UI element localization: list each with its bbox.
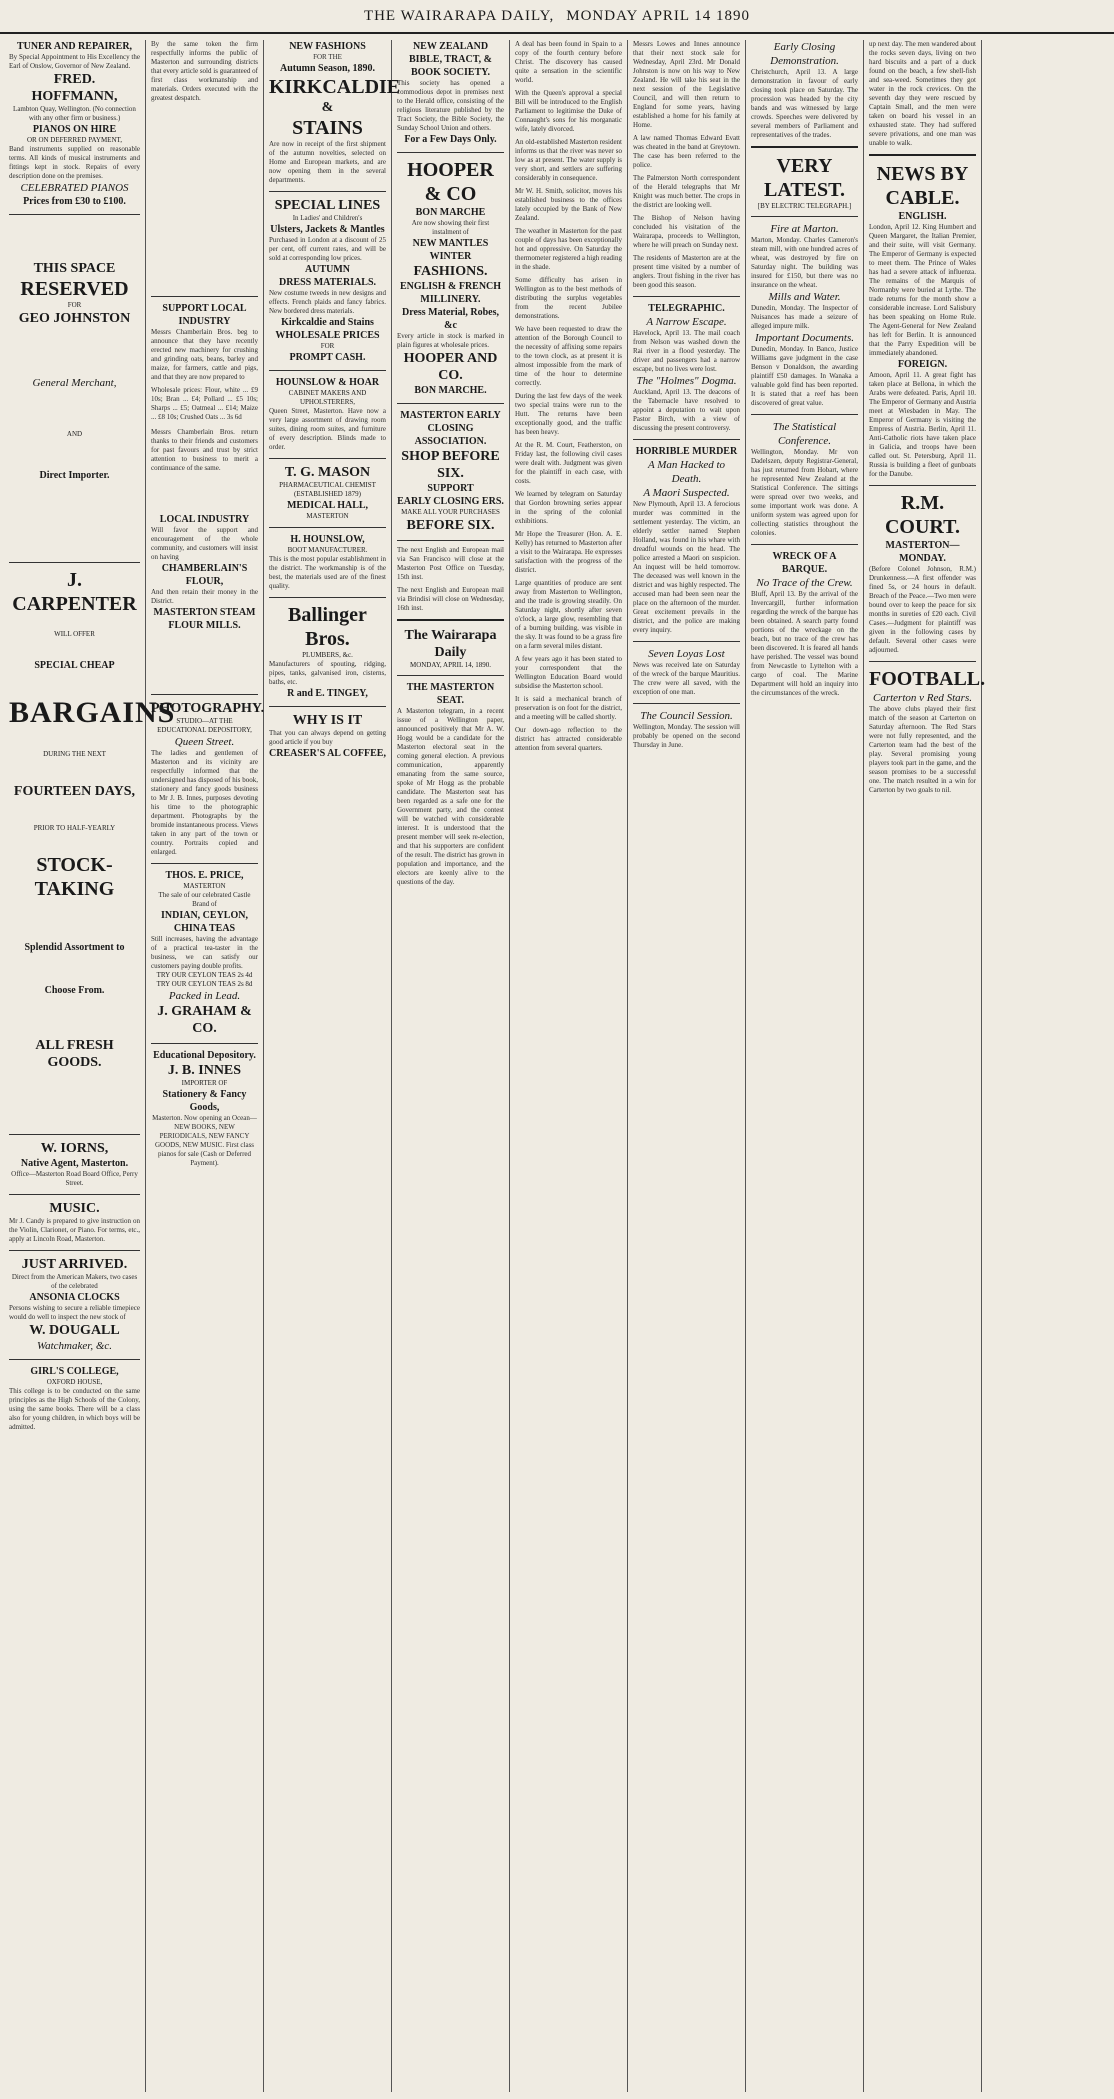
just-arrived: JUST ARRIVED.: [21, 1257, 128, 1272]
stationery-goods: Stationery & Fancy Goods,: [162, 1089, 247, 1113]
mason-title: PHARMACEUTICAL CHEMIST: [279, 481, 376, 489]
splendid-assortment: Splendid Assortment to: [24, 942, 125, 953]
bon-marche-2: BON MARCHE.: [414, 385, 487, 396]
few-days-sale: For a Few Days Only.: [404, 134, 497, 145]
packed-in-lead: Packed in Lead.: [168, 990, 241, 1002]
newspaper-page: [4, 40, 1110, 2092]
holmes-dogma: The "Holmes" Dogma.: [636, 375, 737, 387]
winter-label: WINTER: [429, 251, 472, 262]
rm-court-date: MASTERTON—MONDAY.: [885, 540, 960, 564]
price-location: MASTERTON: [183, 882, 226, 890]
prompt-cash: PROMPT CASH.: [289, 352, 366, 363]
football-heading: FOOTBALL.: [869, 668, 986, 690]
shop-before-six: SHOP BEFORE SIX.: [401, 449, 500, 481]
english-french-millinery: ENGLISH & FRENCH MILLINERY.: [399, 281, 502, 305]
autumn-label: AUTUMN: [305, 264, 350, 275]
narrow-escape: A Narrow Escape.: [646, 316, 727, 328]
indian-ceylon: INDIAN, CEYLON,: [161, 910, 248, 921]
music-heading: MUSIC.: [49, 1201, 100, 1216]
fourteen-days: FOURTEEN DAYS,: [13, 784, 136, 799]
mills-water: Mills and Water.: [768, 291, 841, 303]
dougall-name: W. DOUGALL: [29, 1323, 120, 1338]
prior-to: PRIOR TO HALF-YEARLY: [33, 824, 116, 832]
early-closing-demo: Early Closing Demonstration.: [770, 41, 839, 67]
space-line-4: GEO JOHNSTON: [18, 311, 131, 326]
and-text: AND: [66, 430, 83, 438]
new-fashions: NEW FASHIONS: [289, 41, 366, 52]
statistical-conference: The Statistical Conference.: [772, 421, 837, 447]
man-hacked: A Man Hacked to Death.: [647, 459, 726, 485]
column-7: Early Closing Demonstration. Christchurch, April 13. A large demonstration in favour of early closing took place on Saturday. The procession was headed by the city bands and was witnessed by large crowds. Speeches were delivered by several members of Parliament and representatives of the trades. VERY LATEST. [BY ELECTRIC TELEGRAPH.] Fire at Marton. Marton, Monday. Charles Cameron's steam mill, with one hundred acres of wheat, was destroyed by fire on Saturday night. The building was insured for £150, but there was no insurance on the wheat. Mills and Water. Dunedin, Monday. The Inspector of Nuisances has made a seizure of alleged impure milk. Important Documents. Dunedin, Monday. In Banco, Justice Williams gave judgment in the case Benson v Donaldson, the awarding plaintiff £50 damages. In Wanaka a valuable gold find has been reported. It is stated that a reef has been discovered of great value. The Statistical Conference. Wellington, Monday. Mr von Dadelszen, deputy Registrar-General, has just returned from Hobart, where he represented New Zealand at the Statistical Conference. The sittings were spread over two weeks, and some important work was done. A uniform system was agreed upon for collecting statistics throughout the colonies. WRECK OF A BARQUE. No Trace of the Crew. Bluff, April 13. By the arrival of the Invercargill, further information regarding the wreck of the barque has been obtained. A search party found portions of the wreckage on the beach, but no trace of the crew has been discovered. It is feared all hands have perished. The vessel was bound from Newcastle to Lyttelton with a cargo of coal. The Marine Department will hold an inquiry into the circumstances of the wreck.: [746, 40, 864, 2092]
iorns-subtitle: Native Agent, Masterton.: [20, 1158, 129, 1169]
column-8: up next day. The men wandered about the rocks seven days, living on two hard biscuits and a part of a duck found on the beach, a few shell-fish and sea-weed. Sometimes they got water in the rock crevices. On the seventh day they were rescued by Captain Small, and the men were taken on board his vessel in an exhausted state. They had suffered severe privations, and one man was unable to walk. NEWS BY CABLE. ENGLISH. London, April 12. King Humbert and Queen Margaret, the Italian Premier, and their suite, will visit Germany. The Emperor of Germany is expected to meet them. The Prince of Wales has had a severe attack of influenza. The remains of the Marquis of Normanby were buried at Lythe. The trade returns for the month show a considerable increase. Lord Salisbury has been speaking on Home Rule. The Agent-General for New Zealand has left for Berlin. It is announced that the Parry Expedition will be immediately abandoned. FOREIGN. Amoon, April 11. A great fight has taken place at Bellona, in which the Arabs were defeated. Paris, April 10. The Emperor of Germany and Austria meet at Wiesbaden in May. The Emperor of Germany is visiting the Empress of Austria. Berlin, April 11. Anti-Catholic riots have taken place in Galicia, and troops have been called out. St. Petersburg, April 11. Russia is building a fleet of gunboats for the Danube. R.M. COURT. MASTERTON—MONDAY. (Before Colonel Johnson, R.M.) Drunkenness.—A first offender was fined 5s, or 24 hours in default. Breach of the Peace.—Two men were bound over to keep the peace for six months in sureties of £20 each. Civil Cases.—Judgment for plaintiff was given in the following cases by default. Several other cases were adjourned. FOOTBALL. Carterton v Red Stars. The above clubs played their first match of the season at Carterton on Saturday afternoon. The Red Stars were not fully represented, and the Carterton team had the best of the play. Several promising young players took part in the game, and the season promises to be a successful one. The match resulted in a win for Carterton by two goals to nil.: [864, 40, 982, 2092]
council-session: The Council Session.: [640, 710, 733, 722]
column-3: NEW FASHIONS FOR THE Autumn Season, 1890. KIRKCALDIE & STAINS Are now in receipt of the first shipment of the autumn novelties, selected on Home and European markets, and are now opening them in the several departments. SPECIAL LINES In Ladies' and Children's Ulsters, Jackets & Mantles Purchased in London at a discount of 25 per cent, off current rates, and will be sold at corresponding low prices. AUTUMN DRESS MATERIALS. New costume tweeds in new designs and effects. French plaids and fancy fabrics. New bordered dress materials. Kirkcaldie and Stains WHOLESALE PRICES FOR PROMPT CASH. HOUNSLOW & HOAR CABINET MAKERS AND UPHOLSTERERS, Queen Street, Masterton. Have now a very large assortment of drawing room suites, dining room suites, and furniture of every description. Blinds made to order. T. G. MASON PHARMACEUTICAL CHEMIST (ESTABLISHED 1879) MEDICAL HALL, MASTERTON H. HOUNSLOW, BOOT MANUFACTURER. This is the most popular establishment in the district. The workmanship is of the best, the materials used are of the finest quality. Ballinger Bros. PLUMBERS, &c. Manufacturers of spouting, ridging, pipes, tanks, galvanised iron, cisterns, baths, etc. R and E. TINGEY, WHY IS IT That you can always depend on getting good article if you buy CREASER'S AL COFFEE,: [264, 40, 392, 2092]
creasers-coffee: CREASER'S AL COFFEE,: [269, 748, 386, 759]
news-by-cable: NEWS BY CABLE.: [876, 163, 969, 209]
tuner-name: FRED. HOFFMANN,: [31, 72, 118, 104]
column-6: Messrs Lowes and Innes announce that their next stock sale for Wednesday, April 23rd. Mr Donald Johnston is now on his way to New Zealand. He will take his seat in the next session of the Legislative Council, and will then return to England for some years, having established a home for his family at Home. A law named Thomas Edward Evatt was cheated in the band at Greytown. The case has been referred to the police. The Palmerston North correspondent of the Herald telegraphs that Mr Knight was much better. The crops in the district are looking well. The Bishop of Nelson having concluded his visitation of the Wairarapa, proceeds to Wellington, where he will preach on Sunday next. The residents of Masterton are at the present time visited by a number of anglers. Trout fishing in the river has been good this season. TELEGRAPHIC. A Narrow Escape. Havelock, April 13. The mail coach from Nelson was washed down the Rai river in a flood yesterday. The driver and passengers had a narrow escape, but no lives were lost. The "Holmes" Dogma. Auckland, April 13. The deacons of the Tabernacle have resolved to appoint a deputation to wait upon Pastor Birch, with a view of discussing the present controversy. HORRIBLE MURDER A Man Hacked to Death. A Maori Suspected. New Plymouth, April 13. A ferocious murder was committed in the settlement yesterday. The victim, an elderly settler named Stephen Holland, was found in his whare with dreadful wounds on the head. The police arrested a Maori on suspicion. An inquest will be held tomorrow. The deceased was well known in the district and was highly respected. The accused man had been seen near the place on the afternoon of the murder. Great excitement prevails in the district, and the police are making every inquiry. Seven Loyas Lost News was received late on Saturday of the wreck of the barque Mauritius. The crew were all saved, with the exception of one man. The Council Session. Wellington, Monday. The session will probably be opened on the second Thursday in June.: [628, 40, 746, 2092]
before-six: BEFORE SIX.: [406, 518, 495, 533]
studio-line: STUDIO—AT THE EDUCATIONAL DEPOSITORY,: [157, 717, 252, 734]
early-closing-assoc: MASTERTON EARLY CLOSING ASSOCIATION.: [400, 410, 501, 447]
general-merchant: General Merchant,: [32, 377, 117, 389]
price-name: THOS. E. PRICE,: [165, 870, 244, 881]
very-latest: VERY LATEST.: [764, 155, 845, 201]
masterton-seat-heading: THE MASTERTON SEAT.: [406, 682, 495, 706]
innes-name: J. B. INNES: [167, 1063, 242, 1078]
choose-from: Choose From.: [44, 985, 105, 996]
no-trace-crew: No Trace of the Crew.: [756, 577, 853, 589]
direct-importer: Direct Importer.: [39, 470, 110, 481]
kirkcaldie-stains-2: Kirkcaldie and Stains: [281, 317, 374, 328]
tuner-heading: TUNER AND REPAIRER,: [16, 41, 133, 52]
photography-heading: PHOTOGRAPHY.: [151, 701, 265, 716]
new-mantles: NEW MANTLES: [412, 238, 489, 249]
column-1: TUNER AND REPAIRER, By Special Appointment to His Excellency the Earl of Onslow, Governor of New Zealand. FRED. HOFFMANN, Lambton Quay, Wellington. (No connection with any other firm or business.) PIANOS ON HIRE OR ON DEFERRED PAYMENT, Band instruments supplied on reasonable terms. All kinds of musical instruments and fittings kept in stock. Repairs of every description done on the premises. CELEBRATED PIANOS Prices from £30 to £100. THIS SPACE RESERVED FOR GEO JOHNSTON General Merchant, AND Direct Importer. J. CARPENTER WILL OFFER SPECIAL CHEAP BARGAINS DURING THE NEXT FOURTEEN DAYS, PRIOR TO HALF-YEARLY STOCK-TAKING Splendid Assortment to Choose From. ALL FRESH GOODS. W. IORNS, Native Agent, Masterton. Office—Masterton Road Board Office, Perry Street. MUSIC. Mr J. Candy is prepared to give instruction on the Violin, Clarionet, or Piano. For terms, etc., apply at Lincoln Road, Masterton. JUST ARRIVED. Direct from the American Makers, two cases of the celebrated ANSONIA CLOCKS Persons wishing to secure a reliable timepiece would do well to inspect the new stock of W. DOUGALL Watchmaker, &c. GIRL'S COLLEGE, OXFORD HOUSE, This college is to be conducted on the same principles as the High Schools of the Colony, using the same books. There will be a class also for young children, in which boys will be admitted.: [4, 40, 146, 2092]
deferred-payment: OR ON DEFERRED PAYMENT,: [26, 136, 123, 144]
carpenter-name: J. CARPENTER: [12, 569, 137, 615]
plumbers: PLUMBERS, &c.: [302, 651, 353, 659]
kirkcaldie-heading: KIRKCALDIE: [269, 76, 401, 98]
wreck-of-barque: WRECK OF A BARQUE.: [772, 551, 837, 575]
stains-heading: STAINS: [292, 117, 363, 139]
will-offer: WILL OFFER: [54, 630, 95, 638]
tingey-name: R and E. TINGEY,: [287, 688, 368, 699]
editorial-paper-title: The Wairarapa Daily: [404, 628, 497, 660]
special-cheap: SPECIAL CHEAP: [34, 660, 115, 671]
stock-taking: STOCK-TAKING: [34, 854, 115, 900]
hounslow-hoar: HOUNSLOW & HOAR: [275, 377, 380, 388]
ballinger-bros: Ballinger Bros.: [288, 604, 367, 650]
bargains-heading: BARGAINS: [9, 696, 176, 729]
support-local-industry: SUPPORT LOCAL INDUSTRY: [162, 303, 247, 327]
dress-materials: DRESS MATERIALS.: [278, 277, 377, 288]
rm-court: R.M. COURT.: [884, 492, 961, 538]
medical-hall-location: MASTERTON: [306, 512, 349, 520]
telegraphic-heading: TELEGRAPHIC.: [648, 303, 725, 314]
mason-established: (ESTABLISHED 1879): [294, 490, 361, 498]
during-next: DURING THE NEXT: [43, 750, 106, 758]
special-lines: SPECIAL LINES: [274, 198, 381, 213]
chamberlains-flour: CHAMBERLAIN'S FLOUR,: [161, 563, 248, 587]
fashions-heading: FASHIONS.: [413, 264, 488, 279]
masthead: [0, 0, 1114, 34]
by-telegraph: [BY ELECTRIC TELEGRAPH.]: [757, 202, 852, 210]
iorns-name: W. IORNS,: [40, 1141, 109, 1156]
autumn-season: Autumn Season, 1890.: [279, 63, 376, 74]
make-purchases: MAKE ALL YOUR PURCHASES: [401, 508, 500, 516]
ladies-mantles: Ulsters, Jackets & Mantles: [270, 224, 385, 235]
boot-manufacturer: BOOT MANUFACTURER.: [287, 546, 368, 554]
innes-importer: IMPORTER OF: [181, 1079, 228, 1087]
ansonia-clocks: ANSONIA CLOCKS: [29, 1292, 120, 1303]
mason-name: T. G. MASON: [284, 465, 371, 480]
column-2: By the same token the firm respectfully informs the public of Masterton and surrounding districts that every article sold is guaranteed of first class workmanship and materials. Orders executed with the greatest despatch. SUPPORT LOCAL INDUSTRY Messrs Chamberlain Bros. beg to announce that they have recently erected new machinery for crushing and grinding oats, beans, barley and maize, for farmers, cattle and pigs, and that they are now prepared to Wholesale prices: Flour, white ... £9 10s; Bran ... £4; Pollard ... £5 10s; Sharps ... £5; Oatmeal ... £14; Maize ... £8 10s; Crushed Oats ... 3s 6d Messrs Chamberlain Bros. return thanks to their friends and customers for past favours and trust by strict attention to business to merit a continuance of the same. LOCAL INDUSTRY Will favor the support and encouragement of the whole community, and customers will insist on having CHAMBERLAIN'S FLOUR, And then retain their money in the District. MASTERTON STEAM FLOUR MILLS. PHOTOGRAPHY. STUDIO—AT THE EDUCATIONAL DEPOSITORY, Queen Street. The ladies and gentlemen of Masterton and its vicinity are respectfully informed that the undersigned has disposed of his book, stationery and fancy goods business to Mr J. B. Innes, purposes devoting his time to the photographic department. Photographs by the bromide instantaneous process. Views taken in any part of the town or country. Portraits copied and enlarged. THOS. E. PRICE, MASTERTON The sale of our celebrated Castle Brand of INDIAN, CEYLON, CHINA TEAS Still increases, having the advantage of a practical tea-taster in the business, we can satisfy our customers paying double profits. TRY OUR CEYLON TEAS 2s 4d TRY OUR CEYLON TEAS 2s 8d Packed in Lead. J. GRAHAM & CO. Educational Depository. J. B. INNES IMPORTER OF Stationery & Fancy Goods, Masterton. Now opening an Ocean— NEW BOOKS, NEW PERIODICALS, NEW FANCY GOODS, NEW MUSIC. First class pianos for sale (Cash or Deferred Payment).: [146, 40, 264, 2092]
column-5: A deal has been found in Spain to a copy of the fourth century before Christ. The discovery has caused quite a sensation in the scientific world. With the Queen's approval a special Bill will be introduced to the English Parliament to legitimise the Duke of Connaught's sons for his morganatic wife, lately divorced. An old-established Masterton resident informs us that the river was never so low as at present. The water supply is very short, and settlers are suffering considerably in consequence. Mr W. H. Smith, solicitor, moves his established business to the offices lately occupied by the Bank of New Zealand. The weather in Masterton for the past couple of days has been exceptionally hot and oppressive. On Saturday the thermometer registered a high reading in the shade. Some difficulty has arisen in Wellington as to the best methods of distributing the surplus vegetables from the recent Jubilee demonstrations. We have been requested to draw the attention of the Borough Council to the necessity of affixing some repairs to the town clock, as at present it is almost impossible from the mark of time of the hour to determine correctly. During the last few days of the week two special trains were run to the Hutt. The returns have been exceptionally good, and the traffic has been heavy. At the R. M. Court, Featherston, on Friday last, the following civil cases were dealt with. Judgment was given for the plaintiff in each case, with costs. We learned by telegram on Saturday that Gordon browning series appear in the spring of the colonial exhibitions. Mr Hope the Treasurer (Hon. A. E. Kelly) has returned to Masterton after a visit to the Wairarapa. He expresses satisfaction with the progress of the district. Large quantities of produce are sent away from Masterton to Wellington, and the trade is growing steadily. On Saturday night, shortly after seven o'clock, a large glow, resembling that of a burning building, was visible in the sky. It was found to be a grass fire on a farm several miles distant. A few years ago it has been stated to your correspondent that the Wellington Education Board would subsidise the Masterton school. It is said a mechanical branch of preservation is on foot for the district, and a meeting will be called shortly. Our down-ago reflection to the district has attracted considerable attention from several quarters.: [510, 40, 628, 2092]
dougall-subtitle: Watchmaker, &c.: [36, 1340, 113, 1352]
english-news: ENGLISH.: [898, 211, 947, 222]
newspaper-title: THE WAIRARAPA DAILY,: [363, 7, 555, 24]
cabinet-makers: CABINET MAKERS AND UPHOLSTERERS,: [288, 389, 367, 406]
dress-material: Dress Material, Robes, &c: [401, 307, 500, 331]
editorial-date: MONDAY, APRIL 14, 1890.: [409, 661, 492, 669]
queen-street: Queen Street.: [174, 736, 235, 748]
girls-college: GIRL'S COLLEGE,: [30, 1366, 119, 1377]
hooper-and-co: HOOPER AND CO.: [403, 351, 498, 383]
piano-prices: Prices from £30 to £100.: [23, 196, 126, 207]
medical-hall: MEDICAL HALL,: [286, 500, 369, 511]
foreign-news: FOREIGN.: [897, 359, 948, 370]
pianos-on-hire: PIANOS ON HIRE: [32, 124, 117, 135]
graham-name: J. GRAHAM & CO.: [157, 1004, 252, 1036]
ceylon-price-a: TRY OUR CEYLON TEAS 2s 4d: [156, 971, 253, 979]
bible-society: NEW ZEALAND BIBLE, TRACT, & BOOK SOCIETY.: [409, 41, 492, 78]
maori-suspected: A Maori Suspected.: [643, 487, 730, 499]
educational-depository: Educational Depository.: [153, 1050, 256, 1061]
hooper-heading: HOOPER & CO: [407, 159, 494, 205]
celebrated-pianos: CELEBRATED PIANOS: [20, 182, 129, 194]
oxford-house: OXFORD HOUSE,: [46, 1378, 103, 1386]
steam-flour-mills: MASTERTON STEAM FLOUR MILLS.: [153, 607, 256, 631]
horrible-murder: HORRIBLE MURDER: [635, 446, 738, 457]
ceylon-price-b: TRY OUR CEYLON TEAS 2s 8d: [156, 980, 253, 988]
all-fresh-goods: ALL FRESH GOODS.: [35, 1038, 114, 1070]
why-is-it: WHY IS IT: [292, 713, 363, 728]
support-label: SUPPORT: [427, 483, 474, 494]
wholesale-prices: WHOLESALE PRICES: [275, 330, 380, 341]
issue-date: MONDAY APRIL 14 1890: [566, 7, 751, 24]
space-line-2: RESERVED: [20, 278, 129, 300]
local-industry: LOCAL INDUSTRY: [159, 514, 250, 525]
ampersand: &: [321, 100, 334, 115]
h-hounslow: H. HOUNSLOW,: [290, 534, 365, 545]
early-closers: EARLY CLOSING ERS.: [397, 496, 504, 507]
bon-marche: BON MARCHE: [415, 207, 486, 218]
china-teas: CHINA TEAS: [173, 923, 236, 934]
seven-lost: Seven Loyas Lost: [648, 648, 725, 660]
fire-at-marton: Fire at Marton.: [770, 223, 839, 235]
important-documents: Important Documents.: [755, 332, 854, 344]
space-line-1: THIS SPACE: [33, 261, 116, 276]
column-4: NEW ZEALAND BIBLE, TRACT, & BOOK SOCIETY. This society has opened a commodious depot in premises next to the Herald office, consisting of the religious literature published by the Tract Society, the Bible Society, the Sunday School Union and others. For a Few Days Only. HOOPER & CO BON MARCHE Are now showing their first instalment of NEW MANTLES WINTER FASHIONS. ENGLISH & FRENCH MILLINERY. Dress Material, Robes, &c Every article in stock is marked in plain figures at wholesale prices. HOOPER AND CO. BON MARCHE. MASTERTON EARLY CLOSING ASSOCIATION. SHOP BEFORE SIX. SUPPORT EARLY CLOSING ERS. MAKE ALL YOUR PURCHASES BEFORE SIX. The next English and European mail via San Francisco will close at the Masterton Post Office on Tuesday, 15th inst. The next English and European mail via Brindisi will close on Wednesday, 16th inst. The Wairarapa Daily MONDAY, APRIL 14, 1890. THE MASTERTON SEAT. A Masterton telegram, in a recent issue of a Wellington paper, announced positively that Mr A. W. Hogg would be a candidate for the Masterton electoral seat in the coming general election. A previous communication, apparently emanating from the same source, spoke of Mr Hogg as the probable candidate. The Masterton seat has been regarded as a safe one for the Government party, and the contest will be watched with considerable interest. It is understood that the present member will seek re-election, and that his supporters are confident of the result. The district has grown in population and importance, and the electors are keenly alive to the questions of the day.: [392, 40, 510, 2092]
football-match: Carterton v Red Stars.: [873, 692, 972, 704]
space-line-3: FOR: [67, 301, 82, 309]
